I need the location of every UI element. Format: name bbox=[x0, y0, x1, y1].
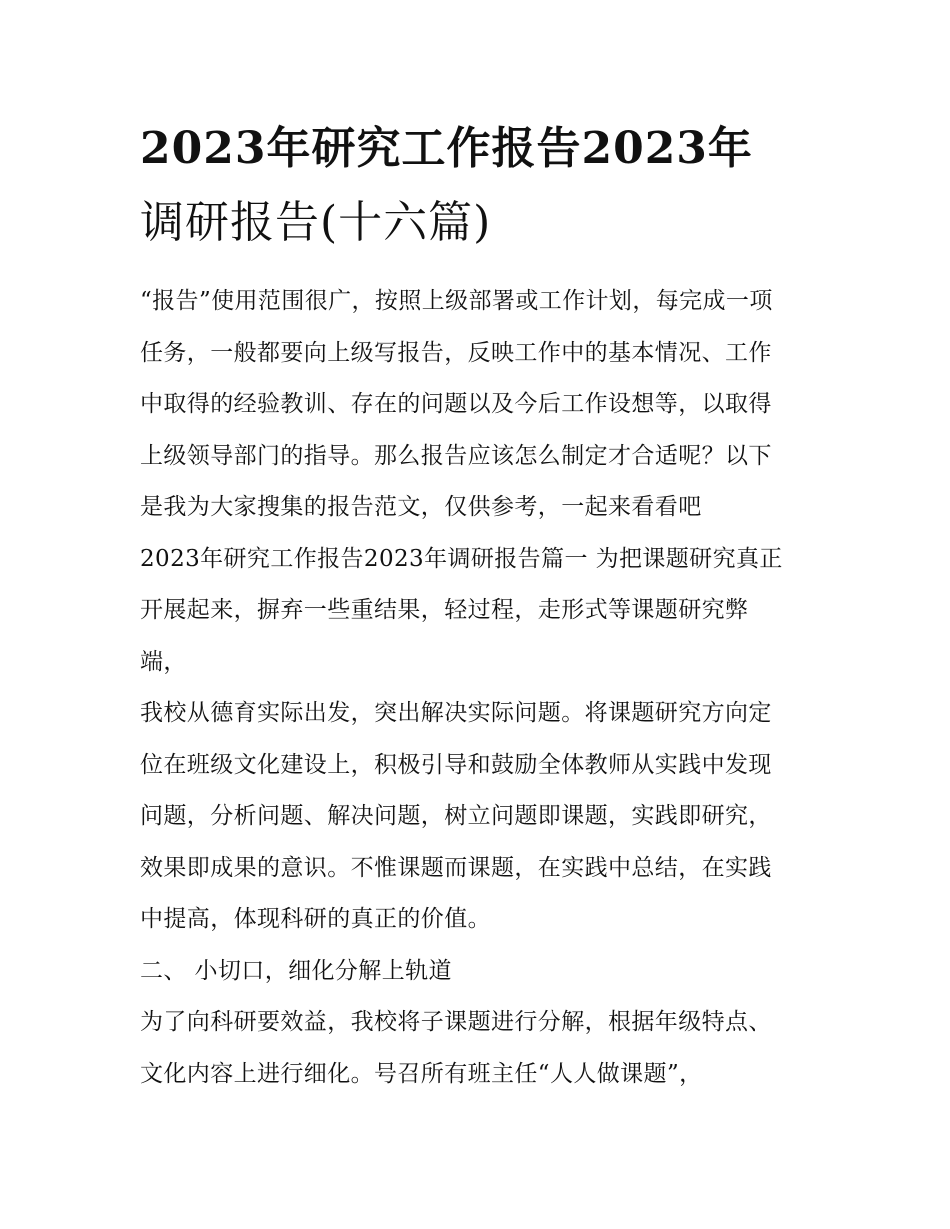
body-line-8: 端， bbox=[140, 648, 187, 675]
body-line-14: 二、 小切口，细化分解上轨道 bbox=[140, 957, 452, 984]
body-line-4: 上级领导部门的指导。那么报告应该怎么制定才合适呢？以下 bbox=[140, 442, 772, 469]
body-line-15: 为了向科研要效益，我校将子课题进行分解，根据年级特点、 bbox=[140, 1009, 772, 1035]
document-title bbox=[140, 112, 830, 260]
body-line-2: 任务，一般都要向上级写报告，反映工作中的基本情况、工作 bbox=[140, 339, 772, 366]
body-line-13: 中提高，体现科研的真正的价值。 bbox=[140, 906, 491, 932]
body-line-11: 问题，分析问题、解决问题，树立问题即课题，实践即研究， bbox=[140, 803, 772, 829]
body-line-5: 是我为大家搜集的报告范文，仅供参考，一起来看看吧 bbox=[140, 494, 702, 520]
body-line-16: 文化内容上进行细化。号召所有班主任“人人做课题”， bbox=[140, 1060, 703, 1087]
body-line-10: 位在班级文化建设上，积极引导和鼓励全体教师从实践中发现 bbox=[140, 751, 772, 778]
body-line-12: 效果即成果的意识。不惟课题而课题，在实践中总结，在实践 bbox=[140, 854, 772, 881]
title-line-2: 调研报告(十六篇) bbox=[140, 197, 492, 248]
title-line-1: 2023年研究工作报告2023年 bbox=[140, 123, 753, 174]
body-line-7: 开展起来，摒弃一些重结果，轻过程，走形式等课题研究弊 bbox=[140, 597, 749, 623]
body-line-3: 中取得的经验教训、存在的问题以及今后工作设想等，以取得 bbox=[140, 391, 772, 417]
body-line-6: 2023年研究工作报告2023年调研报告篇一 为把课题研究真正 bbox=[140, 545, 783, 572]
body-line-9: 我校从德育实际出发，突出解决实际问题。将课题研究方向定 bbox=[140, 700, 772, 726]
body-line-1: “报告”使用范围很广，按照上级部署或工作计划，每完成一项 bbox=[140, 288, 773, 314]
document-body bbox=[140, 276, 815, 1100]
